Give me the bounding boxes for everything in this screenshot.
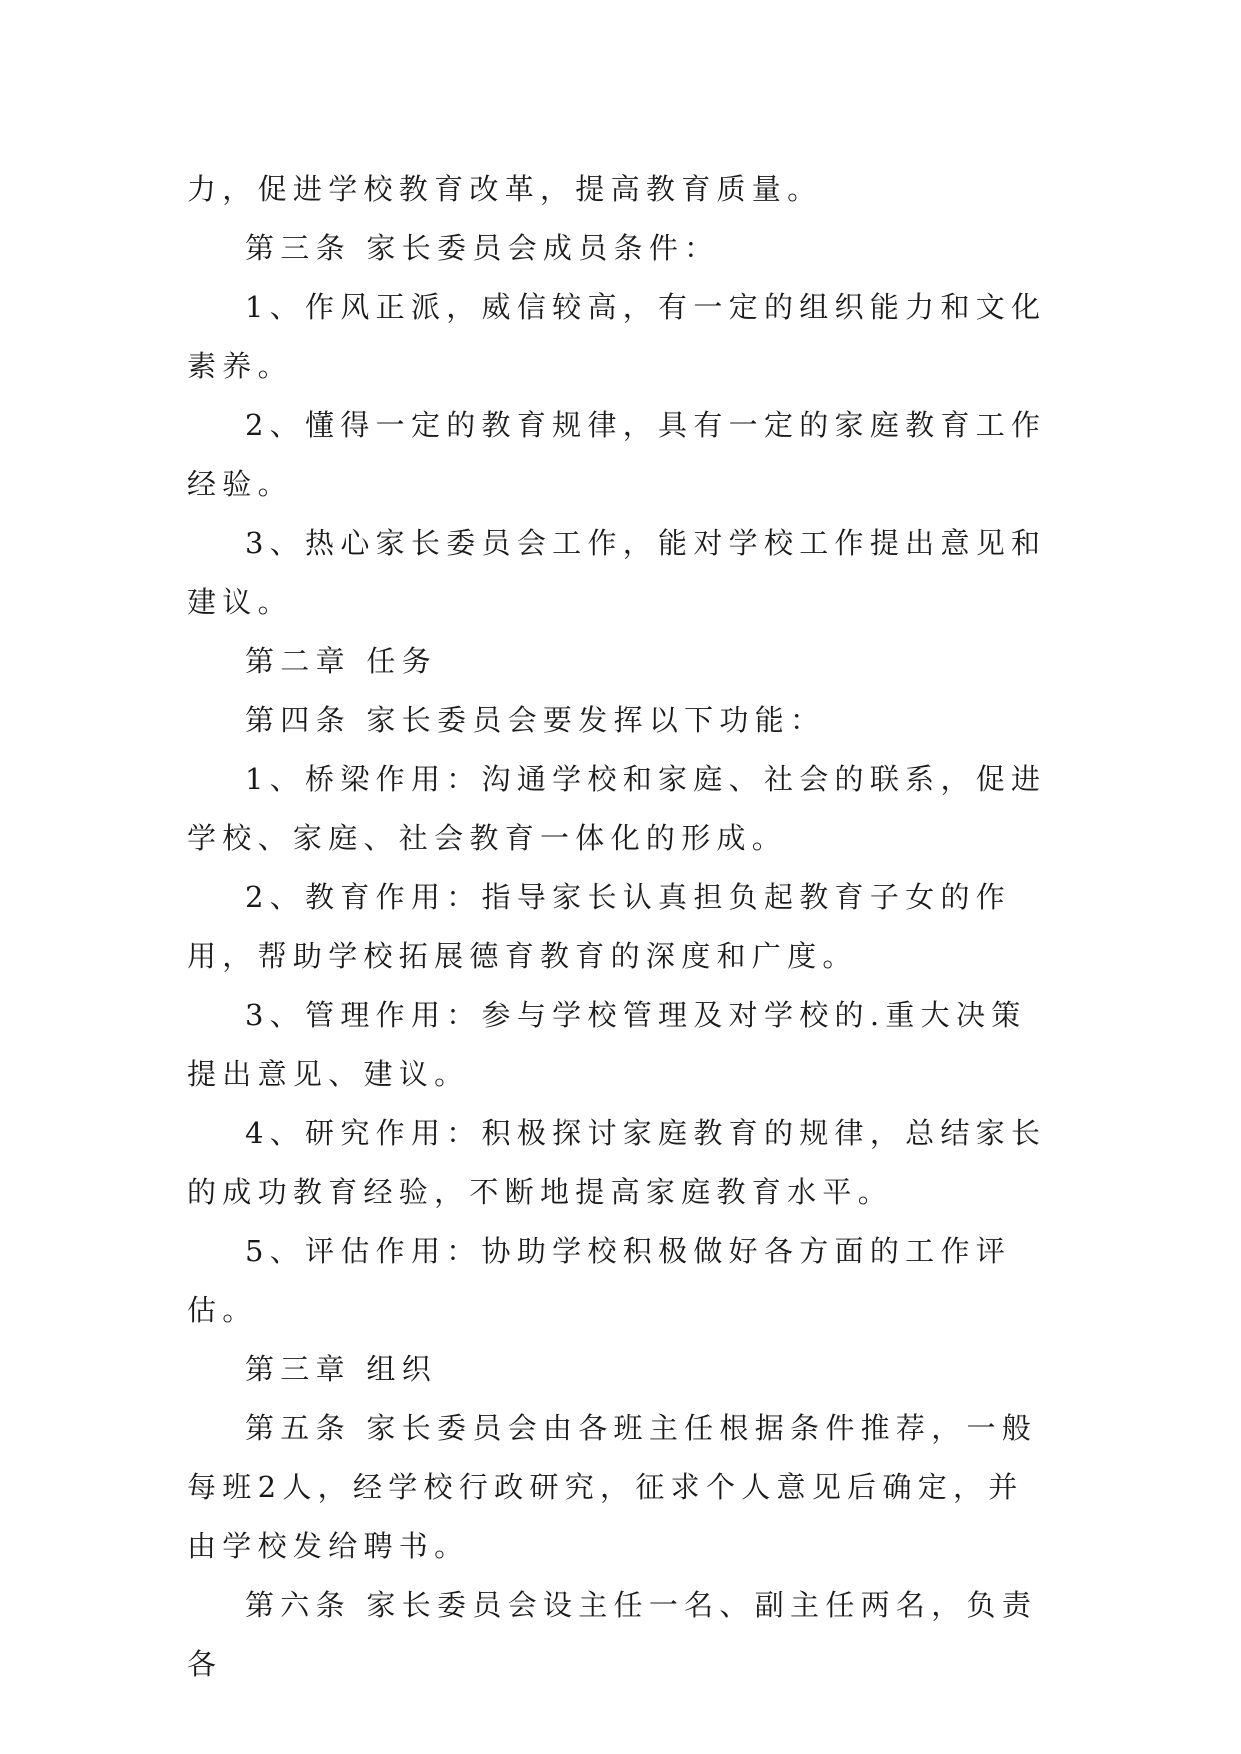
paragraph-continuation: 力，促进学校教育改革，提高教育质量。 <box>187 172 823 206</box>
article-4-heading: 第四条 家长委员会要发挥以下功能： <box>245 703 826 737</box>
article-3-item-2: 2、懂得一定的教育规律，具有一定的家庭教育工作经验。 <box>187 408 1047 501</box>
chapter-2-heading: 第二章 任务 <box>245 644 438 678</box>
article-4-item-1: 1、桥梁作用：沟通学校和家庭、社会的联系，促进学校、家庭、社会教育一体化的形成。 <box>187 762 1047 855</box>
article-3-item-1: 1、作风正派，威信较高，有一定的组织能力和文化素养。 <box>187 290 1047 383</box>
article-4-item-3: 3、管理作用：参与学校管理及对学校的.重大决策提出意见、建议。 <box>187 998 1027 1091</box>
article-4-item-5: 5、评估作用：协助学校积极做好各方面的工作评估。 <box>187 1234 1012 1327</box>
article-4-item-4: 4、研究作用：积极探讨家庭教育的规律，总结家长的成功教育经验，不断地提高家庭教育水平。 <box>187 1116 1047 1209</box>
article-5-text: 第五条 家长委员会由各班主任根据条件推荐，一般每班2人，经学校行政研究，征求个人意见后确定，并由学校发给聘书。 <box>187 1411 1038 1563</box>
chapter-3-heading: 第三章 组织 <box>245 1352 438 1386</box>
document-body <box>187 160 1047 1694</box>
article-6-text: 第六条 家长委员会设主任一名、副主任两名，负责各 <box>187 1588 1038 1681</box>
article-3-item-3: 3、热心家长委员会工作，能对学校工作提出意见和建议。 <box>187 526 1047 619</box>
article-4-item-2: 2、教育作用：指导家长认真担负起教育子女的作用，帮助学校拓展德育教育的深度和广度。 <box>187 880 1012 973</box>
article-3-heading: 第三条 家长委员会成员条件： <box>245 231 720 265</box>
